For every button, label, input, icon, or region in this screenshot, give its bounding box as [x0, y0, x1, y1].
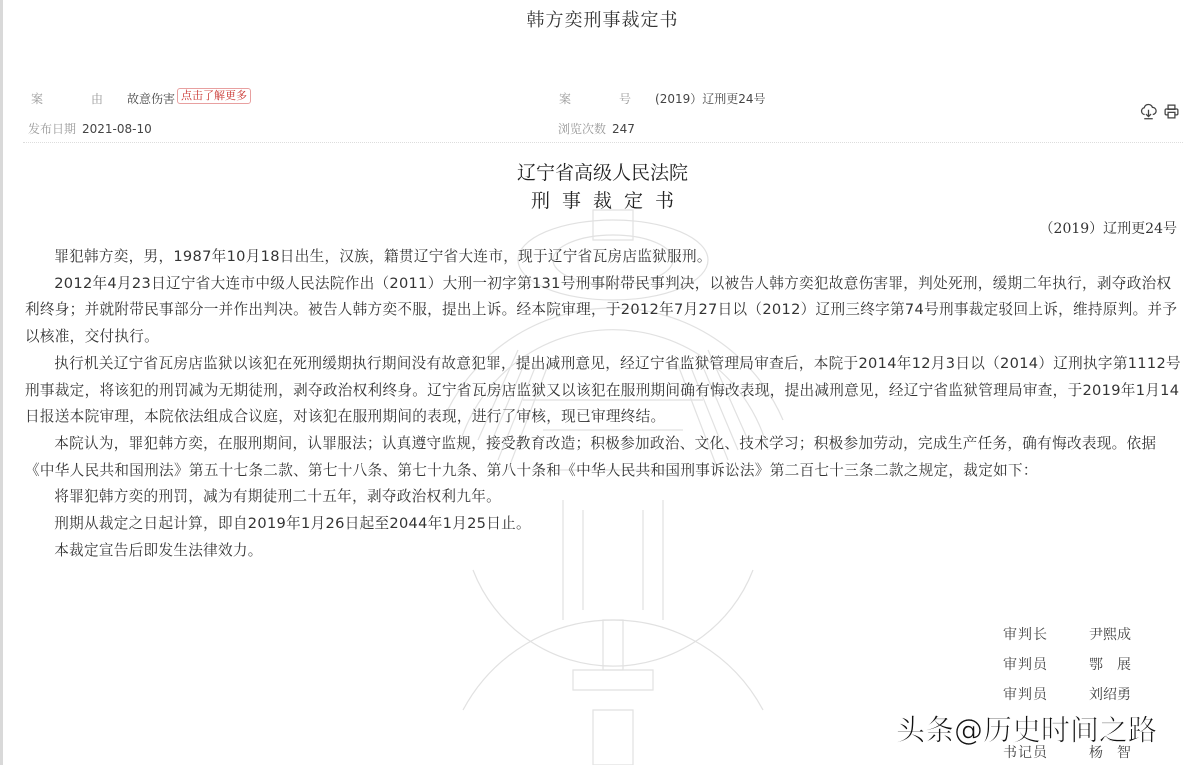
- publish-date-value: 2021-08-10: [82, 122, 152, 136]
- signature-name: 鄂 展: [1089, 657, 1131, 673]
- views-row: [558, 120, 635, 137]
- cause-value: 故意伤害: [127, 92, 176, 106]
- paragraph-commutation: 执行机关辽宁省瓦房店监狱以该犯在死刑缓期执行期间没有故意犯罪，提出减刑意见，经辽宁省监狱管理局审查后，本院于2014年12月3日以（2014）辽刑执字第1112号刑事裁定，将该犯的刑罚减为无期徒刑，剥夺政治权利终身。辽宁省瓦房店监狱又以该犯在服刑期间确有悔改表现，提出减刑意见，经辽宁省监狱管理局审查，于2019年1月14日报送本院审理，本院依法组成合议庭，对该犯在服刑期间的表现，进行了审核，现已审理终结。: [25, 354, 1181, 426]
- download-icon[interactable]: [1140, 103, 1157, 124]
- cause-row: [31, 90, 251, 108]
- publish-date-row: [28, 120, 152, 137]
- page-title: 韩方奕刑事裁定书: [526, 10, 679, 31]
- print-icon[interactable]: [1163, 103, 1180, 124]
- case-no-value: (2019）辽刑更24号: [655, 92, 766, 106]
- case-no-label: 案 号: [559, 92, 650, 106]
- toolbar-icons: [1140, 103, 1180, 124]
- paragraph-history: 2012年4月23日辽宁省大连市中级人民法院作出（2011）大刑一初字第131号刑事附带民事判决，以被告人韩方奕犯故意伤害罪，判处死刑，缓期二年执行，剥夺政治权利终身；并就附带民事部分一并作出判决。被告人韩方奕不服，提出上诉。经本院审理，于2012年7月27日以（2012）辽刑三终字第74号刑事裁定驳回上诉，维持原判。并予以核准，交付执行。: [25, 274, 1178, 346]
- paragraph-effect: 本裁定宣告后即发生法律效力。: [54, 541, 263, 559]
- document-kind: 刑事裁定书: [530, 190, 686, 212]
- learn-more-badge[interactable]: 点击了解更多: [177, 88, 251, 104]
- court-name: 辽宁省高级人民法院: [516, 162, 688, 184]
- signature-name: 尹熙成: [1089, 627, 1131, 643]
- publish-date-label: 发布日期: [28, 122, 77, 136]
- document-case-number: （2019）辽刑更24号: [1039, 221, 1177, 237]
- paragraph-defendant: 罪犯韩方奕，男，1987年10月18日出生，汉族，籍贯辽宁省大连市，现于辽宁省瓦房店监狱服刑。: [54, 248, 712, 265]
- judgment-body: [25, 244, 1185, 564]
- header-divider: [23, 142, 1183, 143]
- signature-row: [1003, 684, 1153, 704]
- signature-name: 杨 智: [1089, 745, 1131, 761]
- signature-row: [1003, 654, 1153, 674]
- signature-row: [1003, 624, 1153, 644]
- signature-role: 审判长: [1003, 627, 1048, 643]
- paragraph-reasoning: 本院认为，罪犯韩方奕，在服刑期间，认罪服法；认真遵守监规，接受教育改造；积极参加政治、文化、技术学习；积极参加劳动，完成生产任务，确有悔改表现。依据《中华人民共和国刑法》第五十七条二款、第七十八条、第七十九条、第八十条和《中华人民共和国刑事诉讼法》第二百七十三条二款之规定，裁定如下：: [25, 434, 1157, 479]
- paragraph-term: 刑期从裁定之日起计算，即自2019年1月26日起至2044年1月25日止。: [54, 515, 531, 533]
- source-watermark: 头条@历史时间之路: [896, 713, 1158, 747]
- views-label: 浏览次数: [558, 122, 607, 136]
- signature-name: 刘绍勇: [1089, 687, 1131, 703]
- signature-role: 审判员: [1003, 687, 1048, 703]
- views-value: 247: [612, 122, 635, 136]
- signature-role: 书记员: [1003, 745, 1048, 761]
- paragraph-ruling: 将罪犯韩方奕的刑罚，减为有期徒刑二十五年，剥夺政治权利九年。: [54, 488, 502, 506]
- signature-role: 审判员: [1003, 657, 1048, 673]
- cause-label: 案 由: [31, 92, 122, 106]
- case-no-row: [559, 90, 766, 107]
